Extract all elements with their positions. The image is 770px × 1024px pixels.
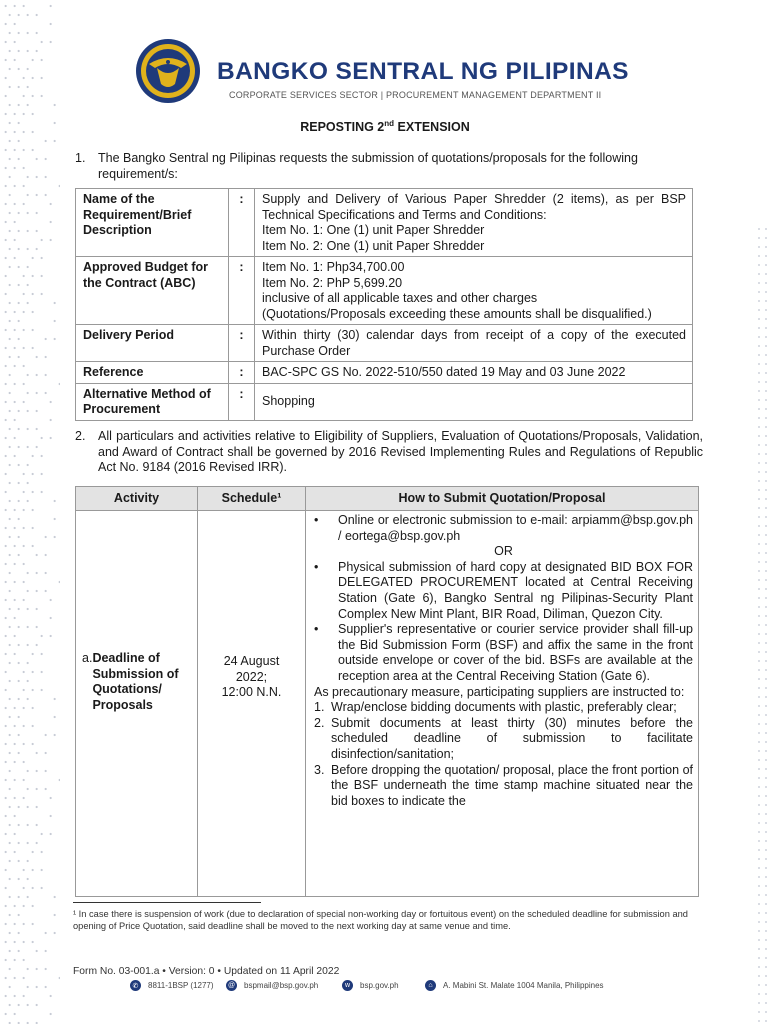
row-label: Alternative Method of Procurement: [76, 383, 229, 420]
contact-address: [425, 980, 604, 991]
contact-text: bspmail@bsp.gov.ph: [244, 981, 319, 990]
table-row: [76, 325, 693, 362]
row-value: [255, 257, 693, 325]
how-to-submit-cell: [306, 511, 699, 897]
title-text-end: EXTENSION: [394, 120, 470, 135]
email-icon: @: [227, 982, 236, 989]
row-value: Shopping: [255, 383, 693, 420]
bullet-text: Online or electronic submission to e-mail: arpiamm@bsp.gov.ph / eortega@bsp.gov.ph: [338, 513, 693, 543]
letterhead: [135, 38, 695, 108]
activity-cell: [76, 511, 198, 897]
item1-text: The Bangko Sentral ng Pilipinas requests the submission of quotations/proposals for the following requirement/s:: [98, 151, 638, 181]
footnote-divider: [73, 902, 261, 903]
item-number: 1.: [314, 700, 325, 715]
colon: :: [229, 325, 255, 362]
numbered-item: [314, 763, 693, 810]
value-line: Item No. 2: One (1) unit Paper Shredder: [262, 238, 485, 253]
activity-letter: a.: [82, 651, 93, 665]
table-row: [76, 362, 693, 384]
colon: :: [229, 257, 255, 325]
bullet-item: [314, 513, 693, 544]
row-value: BAC-SPC GS No. 2022-510/550 dated 19 May and 03 June 2022: [255, 362, 693, 384]
bullet-item: [314, 560, 693, 622]
contact-web: [342, 980, 399, 991]
bullet-text: Supplier's representative or courier service provider shall fill-up the Bid Submission Form (BSF) and affix the same in the front outside envelope or cover of the bid. BSFs are available at the reception area at the Central Receiving Station (Gate 6).: [338, 622, 693, 683]
form-version: Form No. 03-001.a • Version: 0 • Updated on 11 April 2022: [73, 966, 340, 977]
contact-text: bsp.gov.ph: [360, 981, 399, 990]
row-label: Name of the Requirement/Brief Description: [76, 189, 229, 257]
row-value: Within thirty (30) calendar days from receipt of a copy of the executed Purchase Order: [255, 325, 693, 362]
dot-pattern-decoration-right: [756, 225, 770, 1024]
schedule-cell: [198, 511, 306, 897]
item-text: Submit documents at least thirty (30) minutes before the scheduled deadline of submission to facilitate disinfection/sanitation;: [331, 715, 693, 761]
item-number: 3.: [314, 762, 325, 777]
contact-text: A. Mabini St. Malate 1004 Manila, Philippines: [443, 981, 604, 990]
dot-pattern-decoration: [0, 0, 60, 1024]
schedule-date: 24 August: [223, 654, 280, 668]
title-text: REPOSTING 2: [300, 120, 385, 135]
table-row: [76, 511, 699, 897]
bullet-icon: •: [314, 559, 319, 574]
location-icon: ⌂: [425, 980, 436, 991]
value-line: Item No. 1: Php34,700.00: [262, 260, 405, 274]
schedule-year: 2022;: [235, 669, 268, 684]
table-row: [76, 189, 693, 257]
row-label: Approved Budget for the Contract (ABC): [76, 257, 229, 325]
item-number: 2.: [314, 715, 325, 730]
row-value: [255, 189, 693, 257]
numbered-item: [314, 700, 693, 716]
header-schedule: Schedule¹: [198, 487, 306, 511]
item-text: Wrap/enclose bidding documents with plastic, preferably clear;: [331, 700, 677, 715]
row-label: Delivery Period: [76, 325, 229, 362]
row-label: Reference: [76, 362, 229, 384]
or-separator: OR: [494, 544, 513, 559]
value-line: Supply and Delivery of Various Paper Shredder (2 items), as per BSP Technical Specifications and Terms and Conditions:: [262, 192, 686, 222]
bullet-icon: •: [314, 622, 319, 637]
item-text: Before dropping the quotation/ proposal, place the front portion of the BSF underneath the time stamp machine situated near the bid boxes to indicate the: [331, 762, 693, 808]
title-superscript: nd: [384, 119, 395, 128]
value-line: inclusive of all applicable taxes and other charges: [262, 291, 538, 305]
colon: :: [229, 383, 255, 420]
table-row: [76, 383, 693, 420]
header-how-to-submit: How to Submit Quotation/Proposal: [306, 487, 699, 511]
colon: :: [229, 362, 255, 384]
bank-name: BANGKO SENTRAL NG PILIPINAS: [217, 58, 629, 85]
precaution-text: As precautionary measure, participating suppliers are instructed to:: [314, 684, 685, 699]
contact-phone: [130, 980, 214, 991]
activity-table: [75, 486, 699, 897]
document-title: [0, 119, 770, 134]
item-number: 2.: [75, 429, 86, 443]
schedule-time: 12:00 N.N.: [221, 685, 282, 700]
contact-text: 8811-1BSP (1277): [148, 981, 214, 990]
bsp-seal-logo: [135, 38, 201, 104]
footnote: ¹ In case there is suspension of work (due to declaration of special non-working day or fortuitous event) on the scheduled deadline for submission and opening of Price Quotation, said deadline shall be moved to the next working day at same venue and time.: [73, 909, 688, 931]
table-header-row: [76, 487, 699, 511]
item2-text: All particulars and activities relative to Eligibility of Suppliers, Evaluation of Quotations/Proposals, Validation, and Award of Contract shall be governed by 2016 Revised Implementing Rules and Regulations of Republic Act No. 9184 (2016 Revised IRR).: [98, 429, 703, 474]
contact-email: [226, 980, 318, 991]
numbered-item: [314, 716, 693, 763]
value-line: (Quotations/Proposals exceeding these amounts shall be disqualified.): [262, 306, 652, 321]
phone-icon: ✆: [130, 980, 141, 991]
value-line: Item No. 1: One (1) unit Paper Shredder: [262, 223, 485, 237]
activity-name: Deadline of Submission of Quotations/ Proposals: [92, 651, 179, 712]
value-line: Item No. 2: PhP 5,699.20: [262, 275, 403, 290]
bullet-icon: •: [314, 513, 319, 527]
header-activity: Activity: [76, 487, 198, 511]
colon: :: [229, 189, 255, 257]
department-subtitle: CORPORATE SERVICES SECTOR | PROCUREMENT MANAGEMENT DEPARTMENT II: [229, 90, 602, 100]
item-number: 1.: [75, 151, 86, 165]
web-icon: w: [342, 980, 353, 991]
bullet-item: [314, 622, 693, 684]
bullet-text: Physical submission of hard copy at designated BID BOX FOR DELEGATED PROCUREMENT located at Central Receiving Station (Gate 6), Bangko Sentral ng Pilipinas-Security Plant Complex New Mint Plant, BIR Road, Diliman, Quezon City.: [338, 559, 693, 621]
requirement-table: [75, 188, 693, 421]
table-row: [76, 257, 693, 325]
